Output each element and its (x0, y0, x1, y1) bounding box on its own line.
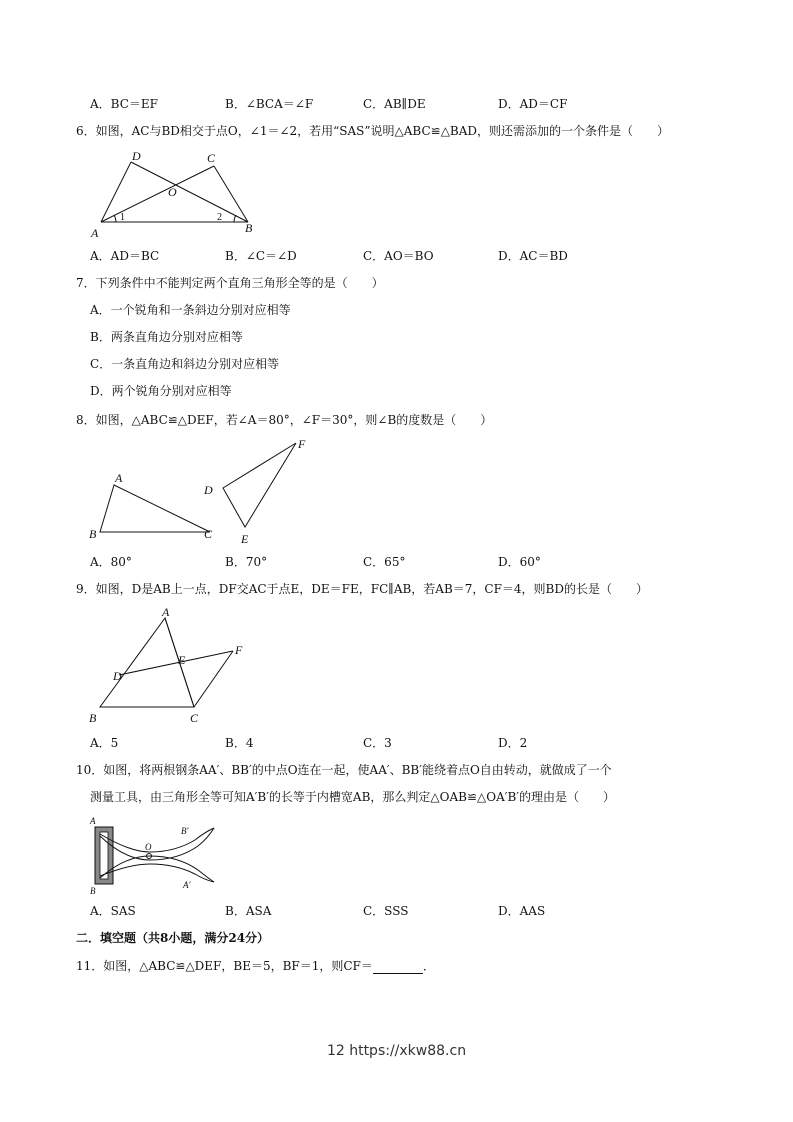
q8-label-d: D (204, 483, 213, 497)
q10-option-c: C．SSS (363, 904, 409, 918)
q9-option-a: A．5 (90, 736, 119, 750)
q7-option-c: C．一条直角边和斜边分别对应相等 (90, 357, 280, 371)
q10-stem-line1: 10．如图，将两根钢条AA′、BB′的中点O连在一起，使AA′、BB′能绕着点O自由转动，就做成了一个 (76, 763, 612, 777)
q11-text: 11．如图，△ABC≌△DEF，BE＝5，BF＝1，则CF＝ (76, 959, 373, 973)
q6-label-a: A (91, 226, 99, 240)
q8-label-f: F (298, 437, 306, 451)
q8-label-c: C (204, 527, 213, 541)
q9-stem: 9．如图，D是AB上一点，DF交AC于点E，DE＝FE，FC∥AB，若AB＝7，CF＝4，则BD的长是（ ） (76, 582, 649, 596)
q8-label-a: A (115, 471, 123, 485)
q10-option-a: A．SAS (90, 904, 136, 918)
q10-option-d: D．AAS (498, 904, 546, 918)
q7-option-d: D．两个锐角分别对应相等 (90, 384, 232, 398)
q9-label-c: C (190, 711, 199, 725)
q9-label-e: E (178, 653, 186, 667)
q5-option-a: A．BC＝EF (90, 97, 158, 111)
q8-label-e: E (241, 532, 249, 546)
q11-answer-blank (373, 961, 423, 974)
q8-option-b: B．70° (225, 555, 268, 569)
q9-option-b: B．4 (225, 736, 254, 750)
q5-option-d: D．AD＝CF (498, 97, 568, 111)
q10-stem-line2: 测量工具，由三角形全等可知A′B′的长等于内槽宽AB，那么判定△OAB≌△OA′B′的理由是（ ） (90, 790, 616, 804)
q10-label-o: O (145, 842, 152, 852)
q6-option-c: C．AO＝BO (363, 249, 434, 263)
q8-option-d: D．60° (498, 555, 541, 569)
page-footer: 12 https://xkw88.cn (326, 1043, 467, 1059)
q8-option-a: A．80° (90, 555, 132, 569)
q9-option-d: D．2 (498, 736, 528, 750)
q9-label-b: B (89, 711, 97, 725)
q9-option-c: C．3 (363, 736, 392, 750)
q9-label-d: D (113, 669, 122, 683)
q7-stem: 7．下列条件中不能判定两个直角三角形全等的是（ ） (76, 276, 384, 290)
section-title: 二．填空题（共8小题，满分24分） (76, 931, 270, 945)
q6-label-1: 1 (120, 212, 125, 223)
q6-option-b: B．∠C＝∠D (225, 249, 297, 263)
q8-option-c: C．65° (363, 555, 406, 569)
q6-option-a: A．AD＝BC (90, 249, 160, 263)
q5-option-b: B．∠BCA＝∠F (225, 97, 314, 111)
q10-label-a-prime: A′ (183, 880, 191, 890)
q10-label-b: B (90, 886, 96, 896)
q10-option-b: B．ASA (225, 904, 272, 918)
q6-label-d: D (132, 149, 141, 163)
q6-stem: 6．如图，AC与BD相交于点O，∠1＝∠2，若用“SAS”说明△ABC≌△BAD，则还需添加的一个条件是（ ） (76, 124, 670, 138)
q6-label-c: C (207, 151, 216, 165)
q8-stem: 8．如图，△ABC≌△DEF，若∠A＝80°，∠F＝30°，则∠B的度数是（ ） (76, 413, 493, 427)
q6-option-d: D．AC＝BD (498, 249, 568, 263)
q11-stem (76, 958, 435, 974)
q6-label-2: 2 (217, 212, 222, 223)
q9-label-a: A (162, 605, 170, 619)
q9-label-f: F (235, 643, 243, 657)
q6-label-o: O (168, 185, 177, 199)
q11-end: ． (422, 959, 435, 973)
q7-option-a: A．一个锐角和一条斜边分别对应相等 (90, 303, 291, 317)
q8-label-b: B (89, 527, 97, 541)
q10-label-b-prime: B′ (181, 826, 189, 836)
q7-option-b: B．两条直角边分别对应相等 (90, 330, 243, 344)
q6-label-b: B (245, 221, 253, 235)
q5-option-c: C．AB∥DE (363, 97, 426, 111)
q10-label-a: A (90, 816, 96, 826)
